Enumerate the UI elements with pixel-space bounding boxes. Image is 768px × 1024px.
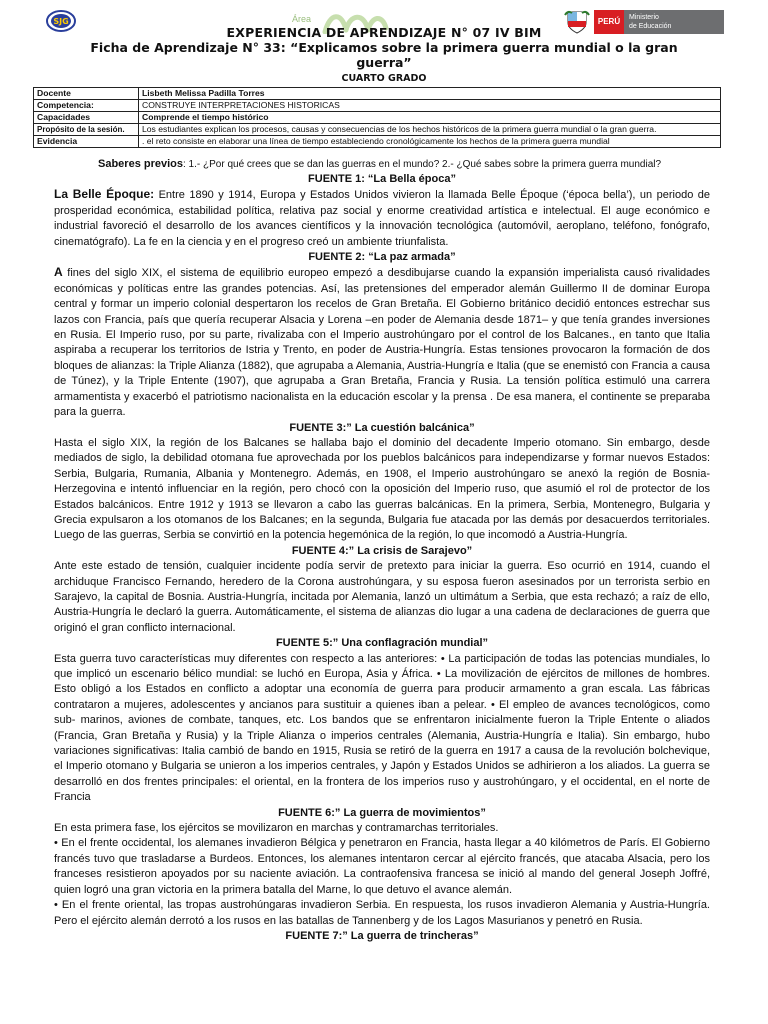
- fuente2-heading: FUENTE 2: “La paz armada”: [308, 251, 456, 264]
- info-key: Capacidades: [34, 112, 139, 124]
- info-value: . el reto consiste en elaborar una línea de tiempo estableciendo cronológicamente los hechos de la primera guerra mundial: [139, 136, 721, 148]
- fuente1-heading: FUENTE 1: “La Bella época”: [308, 173, 456, 185]
- table-row: [34, 88, 721, 100]
- fuente1-text: Entre 1890 y 1914, Europa y Estados Unidos vivieron la llamada Belle Époque (‘época bella’), un periodo de prosperidad económica, estabilidad política, relativa paz social y enorme creatividad artística e intelectual. El auge económico e industrial favoreció el desarrollo de los avances científicos y la innovación tecnológica (automóvil, aeroplano, teléfono, fonógrafo, cinematógrafo). La fe en la ciencia y en el progreso creó un ambiente triunfalista.: [54, 189, 710, 248]
- fuente2-paragraph: [54, 265, 710, 420]
- ministry-line2: de Educación: [629, 23, 672, 30]
- fuente5-paragraph: Esta guerra tuvo características muy diferentes con respecto a las anteriores: • La participación de todas las potencias mundiales, lo que implicó un escenario bélico mundial: se luchó en Europa, Asia y África. • La movilización de ejércitos de millones de hombres. Esto obligó a los Estados en conflicto a adoptar una economía de guerra para producir armamento a gran escala. Las fábricas contrataron a mujeres, adolescentes y ancianos para sustituir a quienes iban a pelear. • El empleo de avances tecnológicos, como sub- marinos, aviones de combate, tanques, etc. Los bandos que se enfrentaron inicialmente fueron la Triple Entente o aliados (Francia, Gran Bretaña y Rusia) y la Triple Alianza o imperios centrales (Alemania, Austria-Hungría e Italia). Sin embargo, hubo variaciones significativas: Italia cambió de bando en 1915, Rusia se retiró de la guerra en 1917 a causa de la revolución bolchevique, el Imperio otomano y Bulgaria se unieron a los imperios centrales, y Japón y Estados Unidos se adhirieron a los aliados. La guerra se desarrolló en dos frentes principales: el oriental, en la frontera de los imperios ruso y austrohúngaro, y el occidental, en el norte de Francia: [54, 652, 710, 804]
- info-value: Los estudiantes explican los procesos, causas y consecuencias de los hechos históricos de la primera guerra mundial o la gran guerra.: [139, 124, 721, 136]
- area-watermark: Área: [292, 14, 312, 24]
- worksheet-subtitle: Ficha de Aprendizaje N° 33: “Explicamos sobre la primera guerra mundial o la gran guerra”: [90, 40, 678, 70]
- table-row: [34, 124, 721, 136]
- svg-text:SJG: SJG: [53, 17, 69, 26]
- fuente6-intro: En esta primera fase, los ejércitos se movilizaron en marchas y contramarchas territoriales.: [54, 822, 499, 835]
- info-key: Propósito de la sesión.: [34, 124, 139, 136]
- info-key: Docente: [34, 88, 139, 100]
- fuente1-paragraph: [54, 187, 710, 250]
- fuente3-heading: FUENTE 3:” La cuestión balcánica”: [289, 421, 475, 434]
- fuente4-heading: FUENTE 4:” La crisis de Sarajevo”: [291, 544, 473, 557]
- info-value: CONSTRUYE INTERPRETACIONES HISTORICAS: [139, 100, 721, 112]
- table-row: [34, 112, 721, 124]
- page-title: EXPERIENCIA DE APRENDIZAJE N° 07 IV BIM: [226, 25, 542, 40]
- fuente6-bullet-eastern: • En el frente oriental, las tropas austrohúngaras invadieron Serbia. En respuesta, los rusos invadieron Alemania y Austria-Hungría. Pero el ejército alemán derrotó a los rusos en las batallas de Tannenberg y de los Lagos Masurianos y penetró en Rusia.: [54, 899, 710, 927]
- fuente2-text: fines del siglo XIX, el sistema de equilibrio europeo empezó a desdibujarse cuando la expansión imperialista causó rivalidades económicas y políticas entre las grandes potencias. Así, las pretensiones del emperador alemán Guillermo II de dominar Europa central y formar un imperio colonial despertaron los recelos de Gran Bretaña. El Gobierno británico decidió entonces estrechar sus lazos con Francia, país que quería recuperar Alsacia y Lorena –en poder de Alemania desde 1871– y que tenía grandes inversiones en Rusia. El Imperio ruso, por su parte, rivalizaba con el Imperio austrohúngaro por el control de los Balcanes., en tanto que Italia aspiraba a recuperar los territorios de Istria y Trento, en poder de Austria-Hungría. Estas tensiones provocaron la formación de dos bloques de alianzas: la Triple Alianza (1882), que agrupaba a Alemania, Austria-Hungría e Italia (que se enemistó con Francia a causa de Túnez), y la Triple Entente (1907), que agrupaba a Gran Bretaña, Francia y Rusia. La tensión política estimuló una carrera armamentista y exacerbó el patriotismo nacionalista en la educación escolar y la prensa . De esa manera, el continente se preparaba para la guerra.: [54, 267, 710, 419]
- info-key: Competencia:: [34, 100, 139, 112]
- document-header: [0, 0, 768, 100]
- saberes-label: Saberes previos: [98, 158, 183, 170]
- peru-label: PERÚ: [594, 10, 624, 34]
- fuente2-lead: A: [54, 265, 63, 280]
- fuente1-lead: La Belle Époque:: [54, 187, 155, 202]
- fuente3-paragraph: Hasta el siglo XIX, la región de los Balcanes se hallaba bajo el dominio del decadente Imperio otomano. Sin embargo, desde mediados de siglo, la debilidad otomana fue aprovechada por los pueblos balcánicos para independizarse y formar nuevos Estados: Serbia, Bulgaria, Rumania, Albania y Montenegro. Además, en 1908, el Imperio austrohúngaro se anexó la región de Bosnia-Herzegovina e intentó influenciar en la región, pero chocó con la oposición del Imperio ruso, que asumió el rol de protector de los Estados balcánicos. Entre 1912 y 1913 se llevaron a cabo las guerras balcánicas. En la primera, Serbia, Montenegro, Bulgaria y Grecia expulsaron a los otomanos de los Balcanes; en la segunda, Bulgaria fue atacada por las demás por desacuerdos territoriales. Luego de las guerras, Serbia se convirtió en la potencia hegemónica de la región, lo que incomodó a Austria-Hungría.: [54, 436, 710, 542]
- saberes-previos: [98, 158, 661, 170]
- ministry-line1: Ministerio: [629, 14, 659, 21]
- fuente5-heading: FUENTE 5:” Una conflagración mundial”: [275, 637, 489, 650]
- fuente7-heading: FUENTE 7:” La guerra de trincheras”: [285, 929, 479, 942]
- info-key: Evidencia: [34, 136, 139, 148]
- fuente6-heading: FUENTE 6:” La guerra de movimientos”: [278, 806, 486, 819]
- document-body: [54, 172, 710, 944]
- fuente4-paragraph: Ante este estado de tensión, cualquier incidente podía servir de pretexto para iniciar la guerra. Eso ocurrió en 1914, cuando el archiduque Francisco Fernando, heredero de la Corona austrohúngara, y su esposa fueron asesinados por un terrorista serbio en Sarajevo, la capital de Bosnia. Austria-Hungría, incitada por Alemania, lanzó un ultimátum a Serbia, que esta rechazó; a raíz de ello, Austria-Hungría le declaró la guerra. Automáticamente, el sistema de alianzas dio lugar a una cadena de declaraciones de guerra que originó el gran conflicto internacional.: [54, 560, 710, 634]
- info-table: [33, 87, 721, 148]
- table-row: [34, 136, 721, 148]
- info-value: Comprende el tiempo histórico: [139, 112, 721, 124]
- saberes-questions: : 1.- ¿Por qué crees que se dan las guerras en el mundo? 2.- ¿Qué sabes sobre la primera guerra mundial?: [183, 159, 662, 170]
- info-value: Lisbeth Melissa Padilla Torres: [139, 88, 721, 100]
- table-row: [34, 100, 721, 112]
- fuente6-bullet-western: • En el frente occidental, los alemanes invadieron Bélgica y penetraron en Francia, hasta llegar a 40 kilómetros de París. El Gobierno francés tuvo que trasladarse a Burdeos. Entonces, los alemanes intentaron cercar al ejército francés, que atacaba Alsacia, pero los franceses resistieron apoyados por su naciente aviación. La contraofensiva francesa se inició al mando del general Joseph Joffré, quien logró una gran victoria en la primera batalla del Marne, lo que detuvo el avance alemán.: [54, 837, 710, 896]
- grade-label: CUARTO GRADO: [341, 73, 427, 84]
